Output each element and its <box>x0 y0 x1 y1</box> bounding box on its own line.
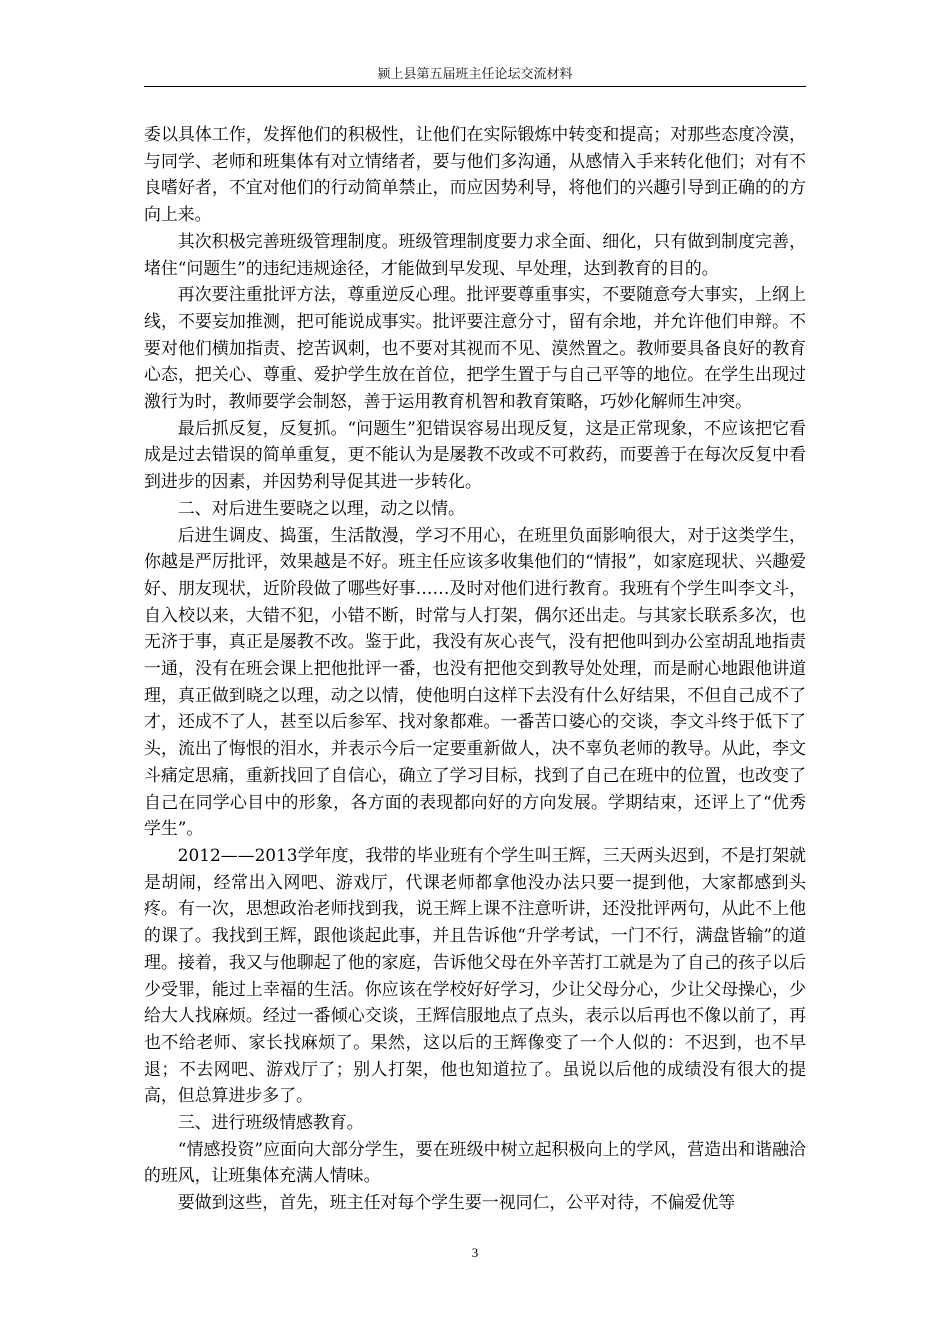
paragraph: 其次积极完善班级管理制度。班级管理制度要力求全面、细化，只有做到制度完善，堵住“问题生”的违纪违规途径，才能做到早发现、早处理，达到教育的目的。 <box>144 230 806 278</box>
document-body <box>144 121 806 1216</box>
paragraph-continuation: 委以具体工作，发挥他们的积极性，让他们在实际锻炼中转变和提高；对那些态度冷漠，与同学、老师和班集体有对立情绪者，要与他们多沟通，从感情入手来转化他们；对有不良嗜好者，不宜对他们的行动简单禁止，而应因势利导，将他们的兴趣引导到正确的的方向上来。 <box>144 124 806 225</box>
paragraph: 再次要注重批评方法，尊重逆反心理。批评要尊重事实，不要随意夸大事实，上纲上线，不要妄加推测，把可能说成事实。批评要注意分寸，留有余地，并允许他们申辩。不要对他们横加指责、挖苦讽刺，也不要对其视而不见、漠然置之。教师要具备良好的教育心态，把关心、尊重、爱护学生放在首位，把学生置于与自己平等的地位。在学生出现过激行为时，教师要学会制怒，善于运用教育机智和教育策略，巧妙化解师生冲突。 <box>144 284 806 412</box>
section-heading: 三、进行班级情感教育。 <box>177 1112 364 1133</box>
running-header: 颍上县第五届班主任论坛交流材料 <box>377 67 573 82</box>
page-number: 3 <box>471 1245 479 1260</box>
paragraph: 最后抓反复，反复抓。“问题生”犯错误容易出现反复，这是正常现象，不应该把它看成是过去错误的简单重复，更不能认为是屡教不改或不可救药，而要善于在每次反复中看到进步的因素，并因势利导促其进一步转化。 <box>144 417 806 492</box>
paragraph: 2012——2013学年度，我带的毕业班有个学生叫王辉，三天两头迟到，不是打架就是胡闹，经常出入网吧、游戏厅，代课老师都拿他没办法只要一提到他，大家都感到头疼。有一次，思想政治老师找到我，说王辉上课不注意听讲，还没批评两句，从此不上他的课了。我找到王辉，跟他谈起此事，并且告诉他“升学考试，一门不行，满盘皆输”的道理。接着，我又与他聊起了他的家庭，告诉他父母在外辛苦打工就是为了自己的孩子以后少受罪，能过上幸福的生活。你应该在学校好好学习，少让父母分心，少让父母操心，少给大人找麻烦。经过一番倾心交谈，王辉信服地点了点头，表示以后再也不像以前了，再也不给老师、家长找麻烦了。果然，这以后的王辉像变了一个人似的：不迟到，也不早退；不去网吧、游戏厅了；别人打架，他也知道拉了。虽说以后他的成绩没有很大的提高，但总算进步多了。 <box>144 844 806 1106</box>
paragraph: 后进生调皮、捣蛋，生活散漫，学习不用心，在班里负面影响很大，对于这类学生，你越是严厉批评，效果越是不好。班主任应该多收集他们的“情报”，如家庭现状、兴趣爱好、朋友现状，近阶段做了哪些好事……及时对他们进行教育。我班有个学生叫李文斗，自入校以来，大错不犯，小错不断，时常与人打架，偶尔还出走。与其家长联系多次，也无济于事，真正是屡教不改。鉴于此，我没有灰心丧气，没有把他叫到办公室胡乱地指责一通，没有在班会课上把他批评一番，也没有把他交到教导处处理，而是耐心地跟他讲道理，真正做到晓之以理，动之以情，使他明白这样下去没有什么好结果，不但自己成不了才，还成不了人，甚至以后参军、找对象都难。一番苦口婆心的交谈，李文斗终于低下了头，流出了悔恨的泪水，并表示今后一定要重新做人，决不辜负老师的教导。从此，李文斗痛定思痛，重新找回了自信心，确立了学习目标，找到了自己在班中的位置，也改变了自己在同学心目中的形象，各方面的表现都向好的方向发展。学期结束，还评上了“优秀学生”。 <box>144 524 806 839</box>
header-rule <box>144 86 806 87</box>
section-heading: 二、对后进生要晓之以理，动之以情。 <box>177 497 465 518</box>
paragraph: 要做到这些，首先，班主任对每个学生要一视同仁，公平对待，不偏爱优等 <box>177 1192 736 1213</box>
paragraph: “情感投资”应面向大部分学生，要在班级中树立起积极向上的学风，营造出和谐融洽的班风，让班集体充满人情味。 <box>144 1138 806 1186</box>
